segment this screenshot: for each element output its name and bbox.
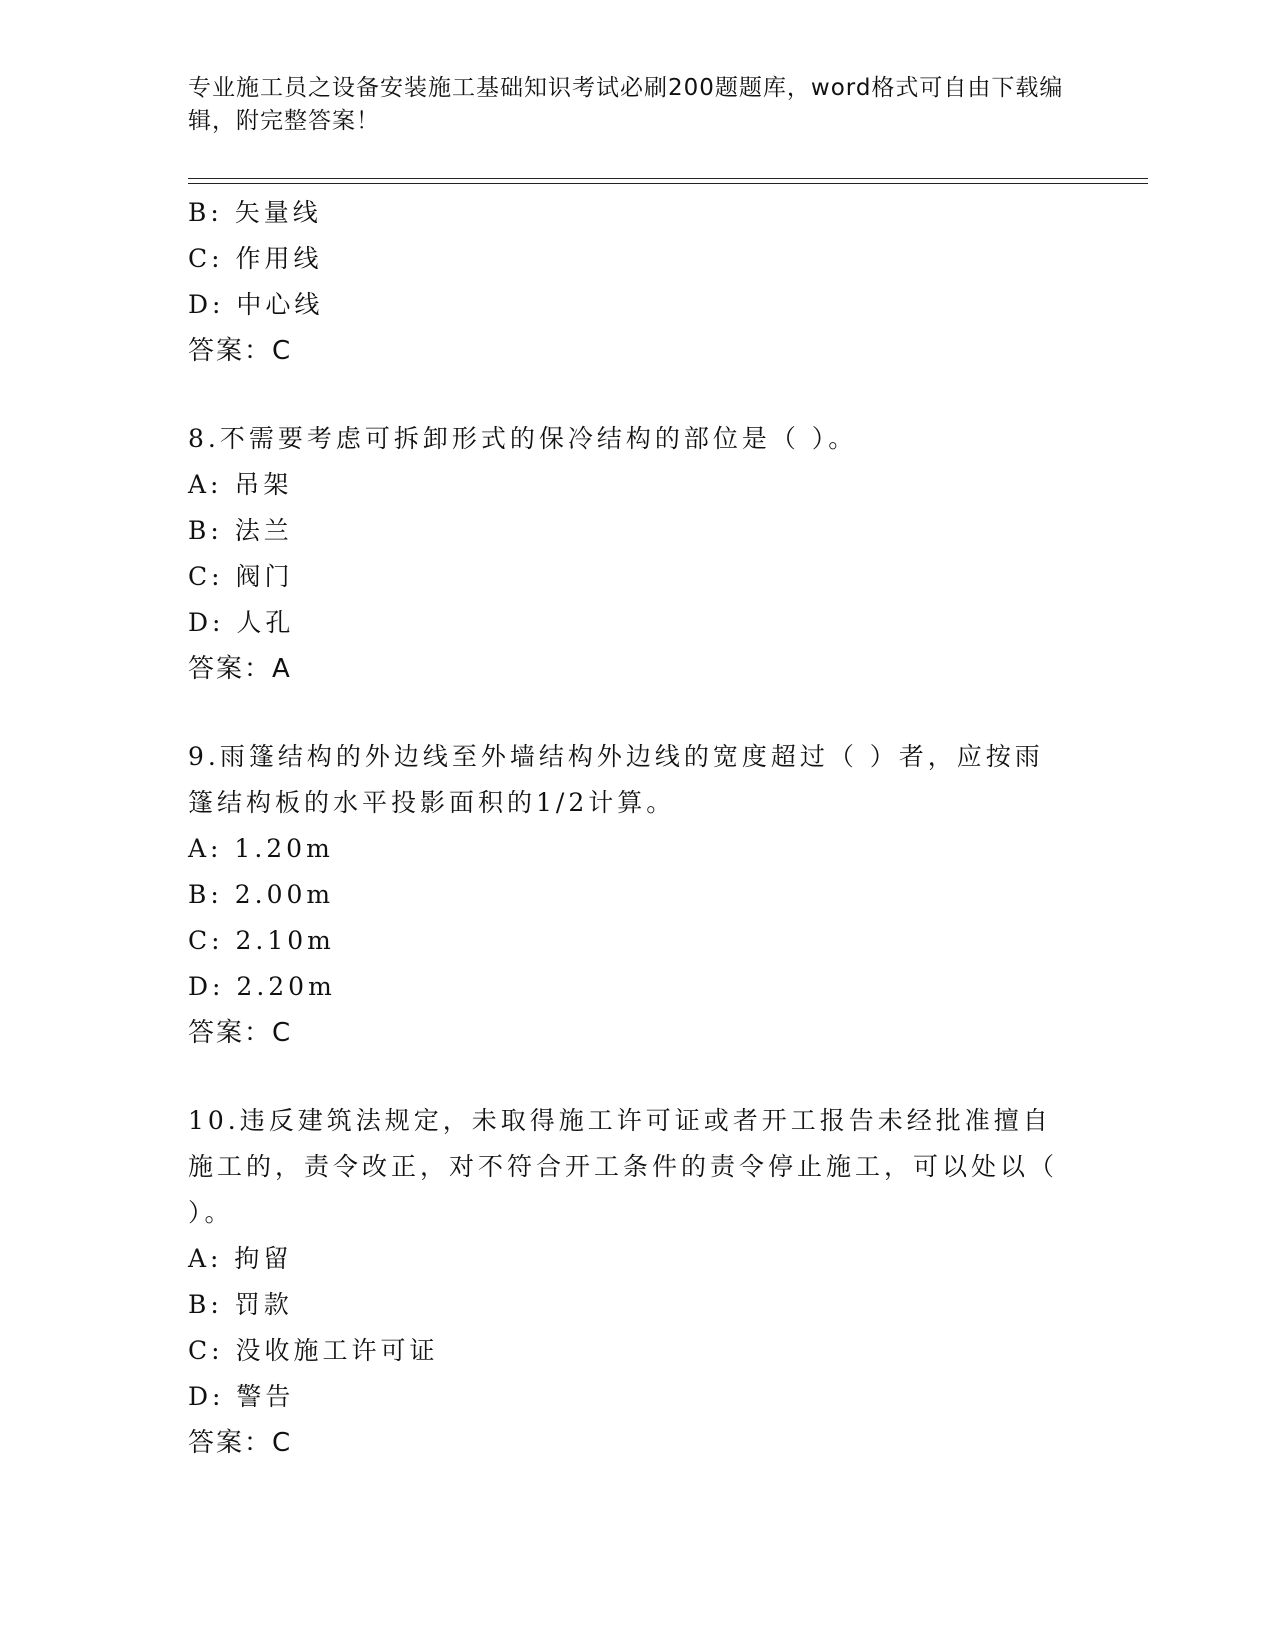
- question-7: [188, 190, 1088, 374]
- header-divider-top: [188, 178, 1148, 179]
- header-divider-bottom: [188, 183, 1148, 184]
- question-8: [188, 416, 1088, 692]
- spacer: [188, 692, 1088, 734]
- question-10: [188, 1098, 1088, 1466]
- answer-text: 答案：A: [188, 654, 292, 684]
- question-stem: 8.不需要考虑可拆卸形式的保冷结构的部位是（ ）。: [188, 424, 858, 453]
- question-list: [188, 190, 1088, 1466]
- option-b: B: 矢量线: [188, 198, 322, 227]
- option-a: A: 拘留: [188, 1244, 293, 1273]
- spacer: [188, 1056, 1088, 1098]
- option-b: B: 法兰: [188, 516, 293, 545]
- option-d: D: 人孔: [188, 608, 295, 637]
- option-c: C: 阀门: [188, 562, 294, 591]
- option-c: C: 作用线: [188, 244, 323, 273]
- option-c: C: 没收施工许可证: [188, 1336, 439, 1365]
- question-stem: 9.雨篷结构的外边线至外墙结构外边线的宽度超过（ ）者，应按雨篷结构板的水平投影面积的1/2计算。: [188, 742, 1044, 817]
- option-b: B: 罚款: [188, 1290, 293, 1319]
- document-header: 专业施工员之设备安装施工基础知识考试必刷200题题库，word格式可自由下载编辑，附完整答案！: [188, 75, 1064, 134]
- option-a: A: 吊架: [188, 470, 293, 499]
- option-d: D: 2.20m: [188, 972, 336, 1001]
- option-d: D: 中心线: [188, 290, 324, 319]
- answer-text: 答案：C: [188, 1018, 293, 1048]
- answer-text: 答案：C: [188, 336, 293, 366]
- question-stem: 10.违反建筑法规定，未取得施工许可证或者开工报告未经批准擅自施工的，责令改正，对不符合开工条件的责令停止施工，可以处以（ ）。: [188, 1106, 1070, 1227]
- option-c: C: 2.10m: [188, 926, 335, 955]
- question-9: [188, 734, 1088, 1056]
- option-b: B: 2.00m: [188, 880, 335, 909]
- answer-text: 答案：C: [188, 1428, 293, 1458]
- option-a: A: 1.20m: [188, 834, 334, 863]
- option-d: D: 警告: [188, 1382, 295, 1411]
- spacer: [188, 374, 1088, 416]
